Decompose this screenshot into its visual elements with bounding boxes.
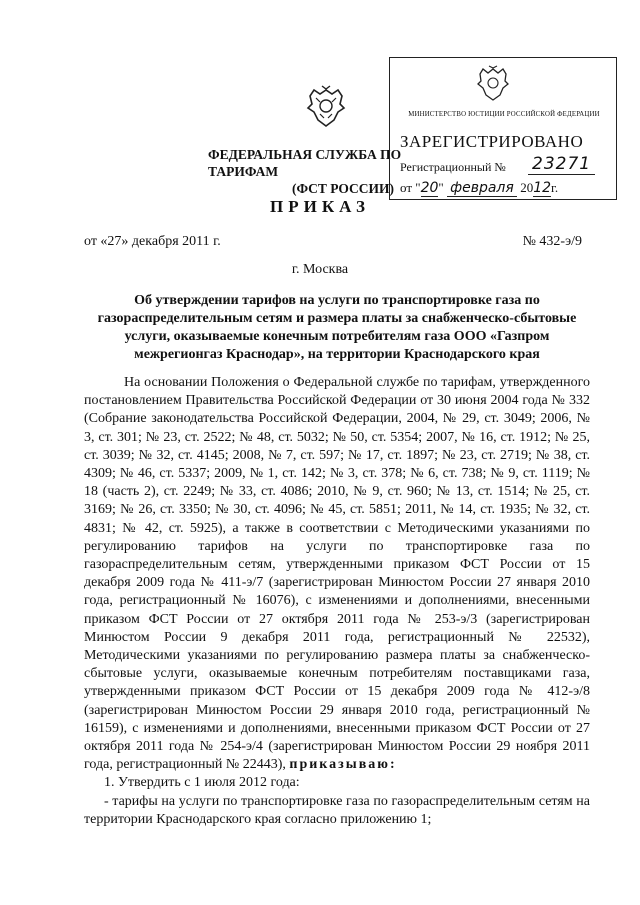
agency-line-2: (ФСТ РОССИИ) xyxy=(292,181,395,196)
agency-line-1: ФЕДЕРАЛЬНАЯ СЛУЖБА ПО ТАРИФАМ xyxy=(208,147,402,179)
stamp-ministry: МИНИСТЕРСТВО ЮСТИЦИИ РОССИЙСКОЙ ФЕДЕРАЦИИ xyxy=(408,111,600,118)
document-heading: Об утверждении тарифов на услуги по транспортировке газа по газораспределительным сетям и размера платы за снабженческо-сбытовые услуги, оказываемые конечным потребителям газа ООО «Газпром межрегионгаз Краснодар», на территории Краснодарского края xyxy=(97,293,577,362)
item-1: 1. Утвердить с 1 июля 2012 года: xyxy=(104,775,300,791)
state-emblem-icon xyxy=(306,84,346,130)
registration-stamp xyxy=(389,57,617,200)
document-city: г. Москва xyxy=(291,262,349,277)
stamp-reg-number: 23271 xyxy=(528,154,595,175)
document-body xyxy=(84,374,590,829)
paragraph-text: На основании Положения о Федеральной службе по тарифам, утвержденного постановлением Правительства Российской Федерации от 30 июня 2004 года № 332 (Собрание законодательства Российской Федерации, 2004, № 29, ст. 3049; 2006, № 3, ст. 301; № 23, ст. 2522; № 48, ст. 5032; № 50, ст. 5354; 2007, № 16, ст. 1912; № 25, ст. 3039; № 32, ст. 4145; 2008, № 7, ст. 597; № 17, ст. 1897; № 23, ст. 2719; № 38, ст. 4309; № 46, ст. 5337; 2009, № 1, ст. 142; № 3, ст. 378; № 6, ст. 738; № 9, ст. 1119; № 18 (часть 2), ст. 2249; № 33, ст. 4086; 2010, № 9, ст. 960; № 13, ст. 1514; № 25, ст. 3169; № 26, ст. 3350; № 30, ст. 4096; № 45, ст. 5851; 2011, № 14, ст. 1935; № 32, ст. 4831; № 42, ст. 5925), а также в соответствии с Методическими указаниями по регулированию тарифов на услуги по транспортировке газа по газораспределительным сетям, утвержденными приказом ФСТ России от 15 декабря 2009 года № 411-э/7 (зарегистрирован Минюстом России 27 января 2010 года, регистрационный № 16076), с изменениями и дополнениями, внесенными приказом ФСТ России от 27 октября 2011 года № 253-э/3 (зарегистрирован Минюстом России 9 декабря 2011 года, регистрационный № 22532), Методическими указаниями по регулированию размера платы за снабженческо-сбытовые услуги, оказываемые конечным потребителям поставщиками газа, утвержденными приказом ФСТ России от 15 декабря 2009 года № 412-э/8 (зарегистрирован Минюстом России 29 января 2010 года, регистрационный № 16159), с изменениями и дополнениями, внесенными приказом ФСТ России от 27 октября 2011 года № 254-э/4 (зарегистрирован Минюстом России 29 ноября 2011 года, регистрационный № 22443), xyxy=(84,375,590,773)
stamp-date-month: февраля xyxy=(447,180,517,197)
stamp-date-year-prefix: 20 xyxy=(520,180,534,195)
stamp-registered: ЗАРЕГИСТРИРОВАНО xyxy=(400,132,584,151)
stamp-reg-number-label: Регистрационный № xyxy=(400,160,506,174)
stamp-date-suffix: г. xyxy=(551,180,559,195)
item-1-sub: - тарифы на услуги по транспортировке газа по газораспределительным сетям на территории Краснодарского края согласно приложению 1; xyxy=(84,793,590,827)
document-date: от «27» декабря 2011 г. xyxy=(84,234,221,249)
stamp-date-mid: " xyxy=(438,180,444,195)
stamp-date-prefix: от " xyxy=(400,180,421,195)
order-word: приказываю: xyxy=(289,757,397,773)
document-title: ПРИКАЗ xyxy=(270,197,370,216)
stamp-date-day: 20 xyxy=(420,180,439,196)
agency-name xyxy=(208,146,418,197)
stamp-date-year: 12 xyxy=(533,180,552,196)
stamp-emblem-icon xyxy=(476,64,510,104)
body-paragraph xyxy=(84,374,590,774)
stamp-date xyxy=(400,180,558,197)
document-number: № 432-э/9 xyxy=(522,234,582,249)
